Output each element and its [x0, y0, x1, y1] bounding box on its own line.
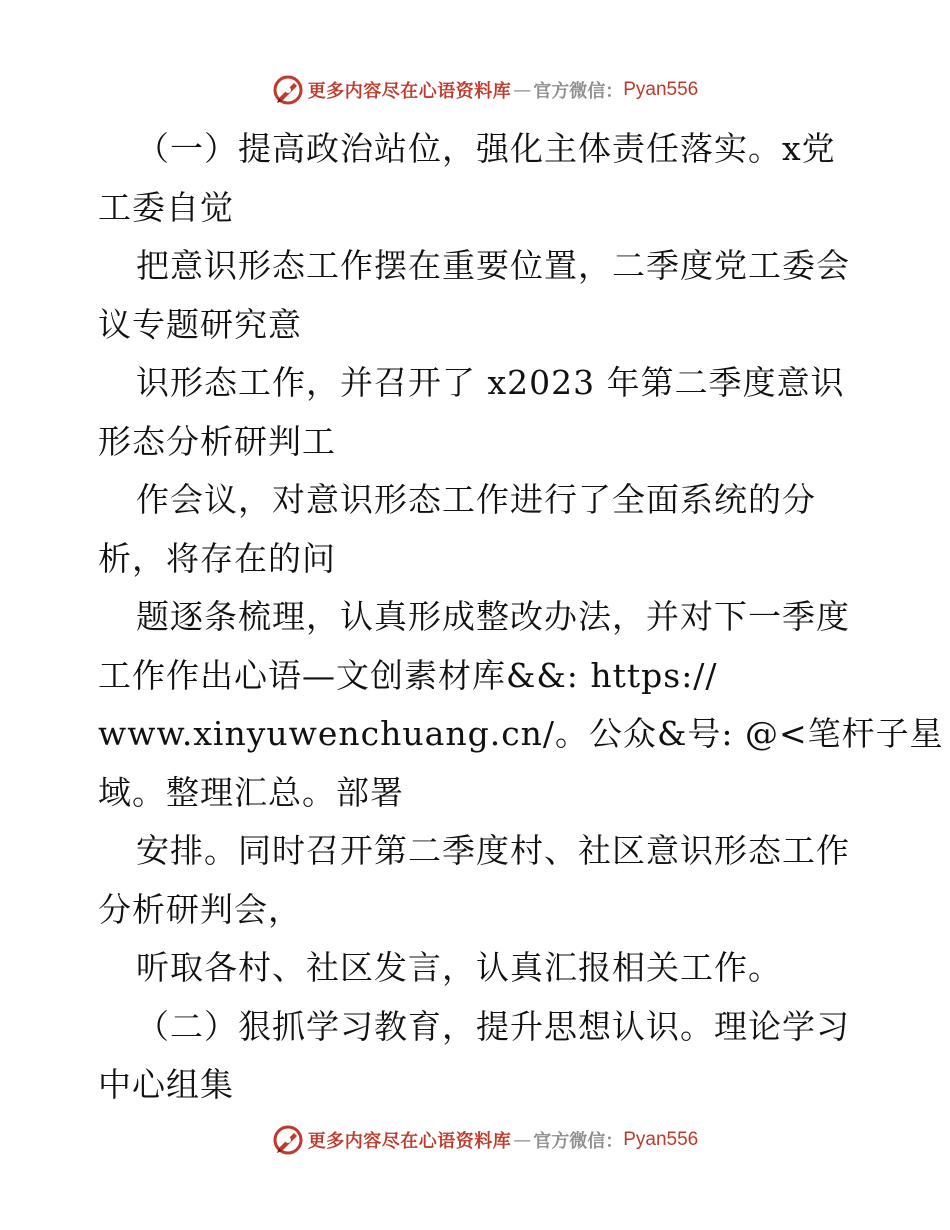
- text-line: 中心组集: [98, 1065, 234, 1104]
- text-line: 工作作出心语—文创素材库&&: https://: [98, 655, 718, 695]
- text-line: 安排。同时召开第二季度村、社区意识形态工作: [136, 831, 850, 870]
- watermark-dash: —: [513, 1129, 532, 1151]
- text-line: （一）提高政治站位，强化主体责任落实。x党: [136, 129, 836, 168]
- watermark-handle: Pyan556: [623, 79, 699, 100]
- text-line: （二）狠抓学习教育，提升思想认识。理论学习: [136, 1006, 850, 1046]
- text-line: 议专题研究意: [98, 304, 302, 344]
- watermark-dash: —: [513, 79, 532, 101]
- watermark-text: 更多内容尽在心语资料库: [307, 81, 512, 102]
- pen-logo-icon: [272, 74, 304, 106]
- body-text: [98, 120, 944, 1115]
- header-watermark: [0, 70, 950, 110]
- footer-watermark: [0, 1120, 950, 1160]
- watermark-handle: Pyan556: [623, 1129, 699, 1150]
- text-line: 题逐条梳理，认真形成整改办法，并对下一季度: [136, 597, 850, 636]
- text-line: 析，将存在的问: [98, 538, 336, 578]
- text-line: 作会议，对意识形态工作进行了全面系统的分: [136, 480, 816, 519]
- text-line: 把意识形态工作摆在重要位置，二季度党工委会: [136, 246, 850, 285]
- text-line: 识形态工作，并召开了 x2023 年第二季度意识: [136, 363, 845, 402]
- text-line: 分析研判会，: [98, 889, 302, 929]
- watermark-wechat-label: 官方微信：: [533, 81, 624, 102]
- watermark-wechat-label: 官方微信：: [533, 1131, 624, 1152]
- watermark-text: 更多内容尽在心语资料库: [307, 1131, 512, 1152]
- pen-logo-icon: [272, 1124, 304, 1156]
- text-line: 域。整理汇总。部署: [98, 772, 404, 812]
- text-line: 工委自觉: [98, 187, 234, 227]
- text-line: www.xinyuwenchuang.cn/。公众&号: @<笔杆子星: [98, 714, 944, 753]
- text-line: 形态分析研判工: [98, 421, 336, 461]
- text-line: 听取各村、社区发言，认真汇报相关工作。: [136, 948, 782, 987]
